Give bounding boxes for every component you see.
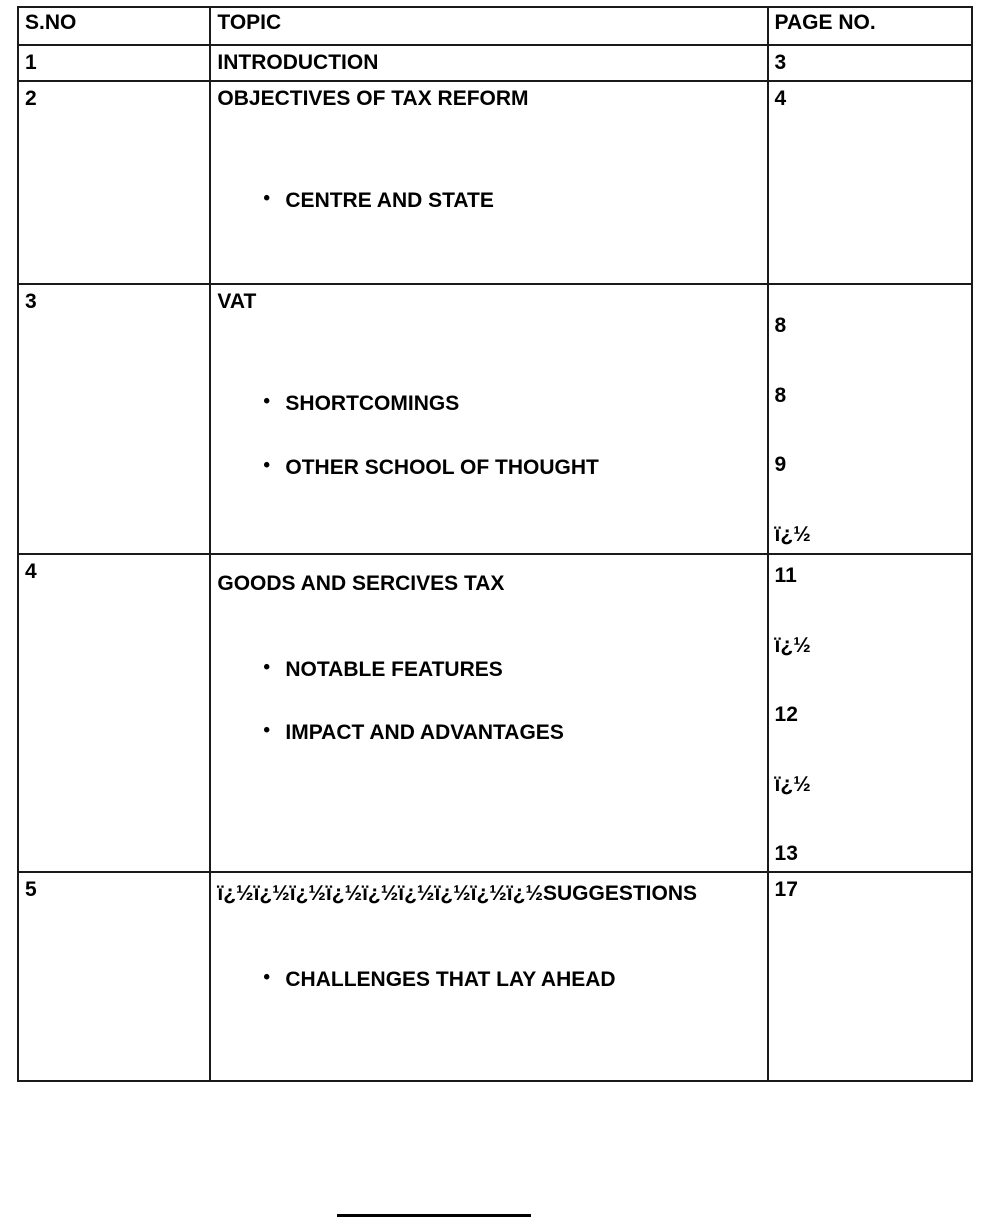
page-number: 4 [774, 87, 787, 110]
row-page-cell [768, 554, 972, 872]
page-number: ï¿½ [774, 633, 811, 657]
row-topic-heading [211, 46, 766, 80]
spacer [217, 315, 766, 391]
row-page-cell [768, 284, 972, 554]
row-page-cell [768, 872, 972, 1081]
row-sno-cell [18, 284, 210, 554]
row-sno-value: 4 [25, 560, 37, 583]
header-cell-topic [210, 7, 767, 45]
row-sno-value: 1 [25, 51, 37, 74]
header-cell-page [768, 7, 972, 45]
topic-bullet-list [217, 391, 766, 481]
page-number: 17 [774, 878, 798, 902]
table-row [18, 81, 972, 284]
spacer [775, 408, 971, 452]
table-of-contents-table [17, 6, 973, 1082]
row-page-values [769, 82, 971, 116]
spacer [775, 728, 971, 772]
table-header-row [18, 7, 972, 45]
list-item: • CENTRE AND STATE [217, 188, 766, 214]
topic-heading-text: VAT [217, 290, 257, 313]
table-row [18, 554, 972, 872]
topic-bullet-list [217, 967, 766, 993]
list-item: • CHALLENGES THAT LAY AHEAD [217, 967, 766, 993]
row-page-values [769, 873, 971, 907]
page-number: ï¿½ [774, 772, 811, 796]
header-label-sno: S.NO [25, 11, 77, 34]
row-page-cell [768, 81, 972, 284]
header-label-topic: TOPIC [217, 11, 282, 34]
spacer [775, 478, 971, 522]
table-row [18, 45, 972, 81]
footer-horizontal-rule [337, 1214, 531, 1217]
row-sno-cell [18, 81, 210, 284]
page-number: 8 [774, 383, 787, 407]
page-number: 9 [774, 453, 787, 477]
page-number: 8 [774, 314, 787, 337]
row-topic-cell [210, 872, 767, 1081]
row-topic-content [211, 82, 766, 217]
page-number: 12 [774, 703, 798, 727]
header-label-page: PAGE NO. [774, 11, 876, 34]
row-sno-value: 2 [25, 87, 37, 110]
topic-bullet-list [217, 188, 766, 214]
row-page-values [769, 285, 971, 551]
page-number: 3 [774, 51, 787, 74]
page-number: ï¿½ [774, 522, 811, 546]
row-page-cell [768, 45, 972, 81]
page-number: 11 [774, 564, 797, 587]
spacer [217, 907, 766, 967]
spacer [217, 112, 766, 188]
topic-bullet-list [217, 657, 766, 746]
row-page-values [769, 46, 971, 80]
row-topic-cell [210, 81, 767, 284]
row-sno-value: 3 [25, 290, 37, 313]
topic-heading-text: OBJECTIVES OF TAX REFORM [217, 87, 529, 110]
topic-heading-text: ï¿½ï¿½ï¿½ï¿½ï¿½ï¿½ï¿½ï¿½ï¿½SUGGESTIONS [217, 882, 697, 906]
spacer [217, 597, 766, 657]
page-number: 13 [774, 842, 798, 866]
row-topic-cell [210, 45, 767, 81]
row-sno-cell [18, 872, 210, 1081]
list-item: • OTHER SCHOOL OF THOUGHT [217, 455, 766, 481]
row-topic-content [211, 555, 766, 750]
row-sno-cell [18, 45, 210, 81]
spacer [775, 797, 971, 841]
table-row [18, 284, 972, 554]
row-topic-content [211, 873, 766, 996]
row-sno-value: 5 [25, 878, 37, 902]
row-topic-cell [210, 554, 767, 872]
table-row [18, 872, 972, 1081]
row-page-values [769, 555, 971, 871]
spacer [775, 339, 971, 383]
topic-heading-text: INTRODUCTION [217, 51, 379, 74]
header-cell-sno [18, 7, 210, 45]
list-item: • SHORTCOMINGS [217, 391, 766, 417]
list-item: • NOTABLE FEATURES [217, 657, 766, 683]
row-topic-content [211, 285, 766, 485]
list-item: • IMPACT AND ADVANTAGES [217, 720, 766, 746]
row-sno-cell [18, 554, 210, 872]
spacer [775, 658, 971, 702]
spacer [775, 589, 971, 633]
topic-heading-text: GOODS AND SERCIVES TAX [217, 572, 505, 595]
row-topic-cell [210, 284, 767, 554]
